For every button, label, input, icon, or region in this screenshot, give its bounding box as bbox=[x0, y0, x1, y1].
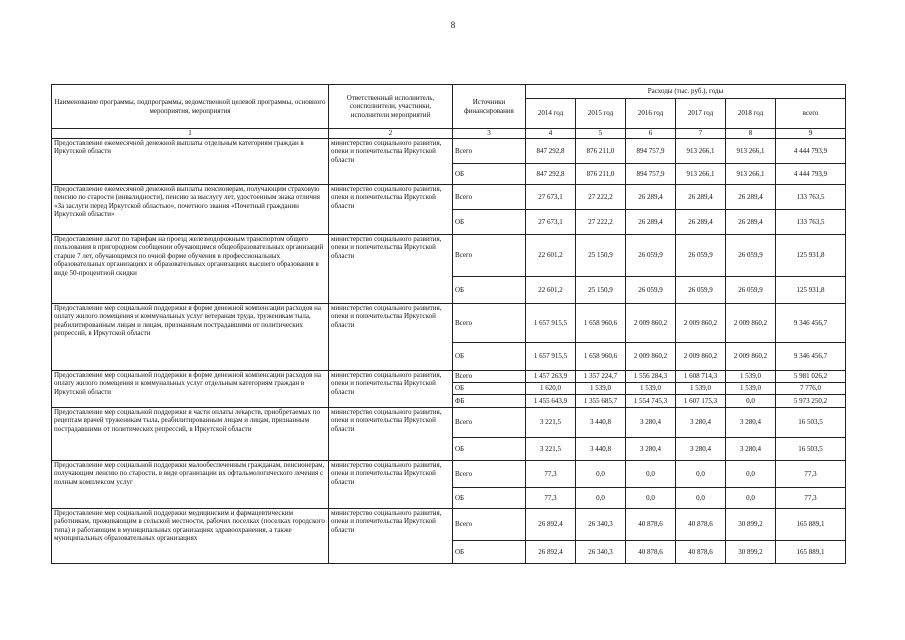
header-year: 2016 год bbox=[626, 99, 676, 129]
total-value: 7 776,0 bbox=[776, 383, 846, 395]
year-value: 2 009 860,2 bbox=[676, 304, 726, 343]
total-value: 16 503,5 bbox=[776, 408, 846, 438]
total-value: 77,3 bbox=[776, 461, 846, 488]
table-row bbox=[52, 139, 846, 164]
year-value: 847 292,8 bbox=[526, 139, 576, 164]
year-value: 3 221,5 bbox=[526, 438, 576, 461]
year-value: 1 554 745,3 bbox=[626, 395, 676, 408]
total-value: 9 346 456,7 bbox=[776, 343, 846, 371]
table-row bbox=[52, 185, 846, 210]
financing-source: ОБ bbox=[453, 488, 526, 509]
year-value: 27 673,1 bbox=[526, 185, 576, 210]
financing-source: ОБ bbox=[453, 438, 526, 461]
year-value: 913 266,1 bbox=[726, 164, 776, 185]
year-value: 1 539,0 bbox=[576, 383, 626, 395]
measure-name: Предоставление льгот по тарифам на проезд железнодорожным транспортом общего пользования в пригородном сообщении обучающимся общеобразовательных организаций старше 7 лет, обучающимся по очной форме обучения в профессиональных образовательных организациях и образовательных организациях высшего образования в виде 50-процентной скидки bbox=[52, 235, 329, 304]
responsible-executor: министерство социального развития, опеки и попечительства Иркутской области bbox=[329, 304, 453, 371]
year-value: 26 289,4 bbox=[726, 210, 776, 235]
year-value: 1 539,0 bbox=[676, 383, 726, 395]
measure-name: Предоставление мер социальной поддержки медицинским и фармацевтическим работникам, проживающим в сельской местности, рабочих поселках (поселках городского типа) и работающим в муниципальных организациях здравоохранения, а также муниципальных образовательных организациях bbox=[52, 509, 329, 564]
total-value: 125 931,8 bbox=[776, 277, 846, 304]
header-total: всего bbox=[776, 99, 846, 129]
financing-source: ОБ bbox=[453, 541, 526, 564]
measure-name: Предоставление мер социальной поддержки в форме денежной компенсации расходов на оплату жилого помещения и коммунальных услуг ветеранам труда, труженикам тыла, реабилитированным лицам и лицам, признанным пострадавшими от политических репрессий, в Иркутской области bbox=[52, 304, 329, 371]
year-value: 3 280,4 bbox=[726, 408, 776, 438]
financing-source: Всего bbox=[453, 371, 526, 383]
year-value: 0,0 bbox=[576, 461, 626, 488]
total-value: 5 981 026,2 bbox=[776, 371, 846, 383]
header-responsible: Ответственный исполнитель, соисполнители, участники, исполнители мероприятий bbox=[329, 85, 453, 129]
total-value: 5 973 250,2 bbox=[776, 395, 846, 408]
year-value: 26 289,4 bbox=[626, 185, 676, 210]
year-value: 913 266,1 bbox=[726, 139, 776, 164]
column-number: 5 bbox=[576, 129, 626, 139]
financing-source: ОБ bbox=[453, 164, 526, 185]
year-value: 1 657 915,5 bbox=[526, 304, 576, 343]
financing-source: Всего bbox=[453, 139, 526, 164]
year-value: 3 280,4 bbox=[626, 408, 676, 438]
page-number: 8 bbox=[450, 20, 456, 30]
year-value: 0,0 bbox=[626, 488, 676, 509]
responsible-executor: министерство социального развития, опеки и попечительства Иркутской области bbox=[329, 408, 453, 461]
header-year: 2015 год bbox=[576, 99, 626, 129]
year-value: 0,0 bbox=[676, 461, 726, 488]
year-value: 77,3 bbox=[526, 461, 576, 488]
table-body bbox=[52, 139, 846, 564]
table-row bbox=[52, 304, 846, 343]
year-value: 26 059,9 bbox=[626, 235, 676, 277]
column-number: 7 bbox=[676, 129, 726, 139]
year-value: 2 009 860,2 bbox=[726, 343, 776, 371]
year-value: 26 340,3 bbox=[576, 509, 626, 541]
year-value: 1 457 263,9 bbox=[526, 371, 576, 383]
column-number: 1 bbox=[52, 129, 329, 139]
year-value: 876 211,0 bbox=[576, 164, 626, 185]
year-value: 1 539,0 bbox=[626, 383, 676, 395]
year-value: 25 150,9 bbox=[576, 277, 626, 304]
total-value: 4 444 793,9 bbox=[776, 164, 846, 185]
measure-name: Предоставление ежемесячной денежной выплаты пенсионерам, получающим страховую пенсию по старости (инвалидности), пенсию за выслугу лет, удостоенным знака отличия «За заслуги перед Иркутской областью», почетного звания «Почетный гражданин Иркутской области» bbox=[52, 185, 329, 235]
year-value: 77,3 bbox=[526, 488, 576, 509]
column-number: 4 bbox=[526, 129, 576, 139]
year-value: 894 757,9 bbox=[626, 139, 676, 164]
year-value: 3 440,8 bbox=[576, 438, 626, 461]
measure-name: Предоставление мер социальной поддержки в части оплаты лекарств, приобретаемых по рецептам врачей труженикам тыла, реабилитированным лицам и лицам, признанным пострадавшими от политических репрессий, в Иркутской области bbox=[52, 408, 329, 461]
year-value: 3 221,5 bbox=[526, 408, 576, 438]
column-number: 9 bbox=[776, 129, 846, 139]
year-value: 1 357 224,7 bbox=[576, 371, 626, 383]
header-year: 2018 год bbox=[726, 99, 776, 129]
year-value: 1 658 960,6 bbox=[576, 343, 626, 371]
total-value: 125 931,8 bbox=[776, 235, 846, 277]
financing-source: ОБ bbox=[453, 210, 526, 235]
year-value: 3 280,4 bbox=[676, 408, 726, 438]
header-year: 2014 год bbox=[526, 99, 576, 129]
header-sources: Источники финансирования bbox=[453, 85, 526, 129]
table-row bbox=[52, 461, 846, 488]
total-value: 133 763,5 bbox=[776, 185, 846, 210]
year-value: 3 280,4 bbox=[626, 438, 676, 461]
year-value: 913 266,1 bbox=[676, 139, 726, 164]
year-value: 40 878,6 bbox=[676, 509, 726, 541]
year-value: 2 009 860,2 bbox=[676, 343, 726, 371]
table-row bbox=[52, 509, 846, 541]
financing-source: ОБ bbox=[453, 277, 526, 304]
year-value: 26 289,4 bbox=[626, 210, 676, 235]
year-value: 30 899,2 bbox=[726, 541, 776, 564]
year-value: 1 658 960,6 bbox=[576, 304, 626, 343]
financing-source: Всего bbox=[453, 235, 526, 277]
year-value: 26 059,9 bbox=[626, 277, 676, 304]
year-value: 2 009 860,2 bbox=[726, 304, 776, 343]
year-value: 1 455 643,9 bbox=[526, 395, 576, 408]
year-value: 40 878,6 bbox=[676, 541, 726, 564]
year-value: 27 222,2 bbox=[576, 210, 626, 235]
year-value: 1 539,0 bbox=[726, 383, 776, 395]
year-value: 22 601,2 bbox=[526, 235, 576, 277]
year-value: 876 211,0 bbox=[576, 139, 626, 164]
year-value: 0,0 bbox=[626, 461, 676, 488]
responsible-executor: министерство социального развития, опеки и попечительства Иркутской области bbox=[329, 235, 453, 304]
financing-source: ФБ bbox=[453, 395, 526, 408]
year-value: 26 059,9 bbox=[726, 277, 776, 304]
financing-source: Всего bbox=[453, 304, 526, 343]
total-value: 9 346 456,7 bbox=[776, 304, 846, 343]
year-value: 26 340,3 bbox=[576, 541, 626, 564]
year-value: 26 059,9 bbox=[676, 235, 726, 277]
responsible-executor: министерство социального развития, опеки и попечительства Иркутской области bbox=[329, 509, 453, 564]
column-number: 6 bbox=[626, 129, 676, 139]
year-value: 30 899,2 bbox=[726, 509, 776, 541]
year-value: 1 620,0 bbox=[526, 383, 576, 395]
financing-source: Всего bbox=[453, 461, 526, 488]
financing-source: Всего bbox=[453, 185, 526, 210]
year-value: 22 601,2 bbox=[526, 277, 576, 304]
table-row bbox=[52, 235, 846, 277]
total-value: 16 503,5 bbox=[776, 438, 846, 461]
year-value: 0,0 bbox=[726, 488, 776, 509]
year-value: 2 009 860,2 bbox=[626, 343, 676, 371]
total-value: 165 889,1 bbox=[776, 541, 846, 564]
year-value: 26 289,4 bbox=[676, 185, 726, 210]
year-value: 2 009 860,2 bbox=[626, 304, 676, 343]
year-value: 40 878,6 bbox=[626, 541, 676, 564]
year-value: 913 266,1 bbox=[676, 164, 726, 185]
table-row bbox=[52, 408, 846, 438]
year-value: 1 657 915,5 bbox=[526, 343, 576, 371]
year-value: 26 892,4 bbox=[526, 509, 576, 541]
year-value: 1 556 284,3 bbox=[626, 371, 676, 383]
responsible-executor: министерство социального развития, опеки и попечительства Иркутской области bbox=[329, 139, 453, 185]
year-value: 26 289,4 bbox=[676, 210, 726, 235]
year-value: 40 878,6 bbox=[626, 509, 676, 541]
responsible-executor: министерство социального развития, опеки и попечительства Иркутской области bbox=[329, 461, 453, 509]
responsible-executor: министерство социального развития, опеки и попечительства Иркутской области bbox=[329, 185, 453, 235]
year-value: 26 059,9 bbox=[676, 277, 726, 304]
year-value: 3 440,8 bbox=[576, 408, 626, 438]
year-value: 0,0 bbox=[726, 395, 776, 408]
year-value: 894 757,9 bbox=[626, 164, 676, 185]
year-value: 26 892,4 bbox=[526, 541, 576, 564]
column-number: 2 bbox=[329, 129, 453, 139]
total-value: 77,3 bbox=[776, 488, 846, 509]
financing-source: Всего bbox=[453, 509, 526, 541]
year-value: 3 280,4 bbox=[676, 438, 726, 461]
year-value: 3 280,4 bbox=[726, 438, 776, 461]
year-value: 27 222,2 bbox=[576, 185, 626, 210]
header-expenses: Расходы (тыс. руб.), годы bbox=[526, 85, 846, 99]
year-value: 0,0 bbox=[576, 488, 626, 509]
header-name: Наименование программы, подпрограммы, ведомственной целевой программы, основного мероприятия, мероприятия bbox=[52, 85, 329, 129]
year-value: 25 150,9 bbox=[576, 235, 626, 277]
year-value: 26 059,9 bbox=[726, 235, 776, 277]
financing-source: Всего bbox=[453, 408, 526, 438]
year-value: 0,0 bbox=[676, 488, 726, 509]
year-value: 26 289,4 bbox=[726, 185, 776, 210]
column-number: 8 bbox=[726, 129, 776, 139]
financing-source: ОБ bbox=[453, 383, 526, 395]
total-value: 165 889,1 bbox=[776, 509, 846, 541]
financing-source: ОБ bbox=[453, 343, 526, 371]
measure-name: Предоставление ежемесячной денежной выплаты отдельным категориям граждан в Иркутской области bbox=[52, 139, 329, 185]
total-value: 133 763,5 bbox=[776, 210, 846, 235]
year-value: 847 292,8 bbox=[526, 164, 576, 185]
responsible-executor: министерство социального развития, опеки и попечительства Иркутской области bbox=[329, 371, 453, 408]
year-value: 1 355 685,7 bbox=[576, 395, 626, 408]
year-value: 0,0 bbox=[726, 461, 776, 488]
year-value: 27 673,1 bbox=[526, 210, 576, 235]
year-value: 1 608 714,3 bbox=[676, 371, 726, 383]
year-value: 1 607 175,3 bbox=[676, 395, 726, 408]
header-year: 2017 год bbox=[676, 99, 726, 129]
measure-name: Предоставление мер социальной поддержки в форме денежной компенсации расходов на оплату жилого помещения и коммунальных услуг отдельным категориям граждан в Иркутской области bbox=[52, 371, 329, 408]
measure-name: Предоставление мер социальной поддержки малообеспеченным гражданам, пенсионерам, получающим пенсию по старости, в виде организации их офтальмологического лечения с полным комплексом услуг bbox=[52, 461, 329, 509]
column-number: 3 bbox=[453, 129, 526, 139]
year-value: 1 539,0 bbox=[726, 371, 776, 383]
table-row bbox=[52, 371, 846, 383]
expenses-table bbox=[51, 84, 846, 564]
total-value: 4 444 793,9 bbox=[776, 139, 846, 164]
